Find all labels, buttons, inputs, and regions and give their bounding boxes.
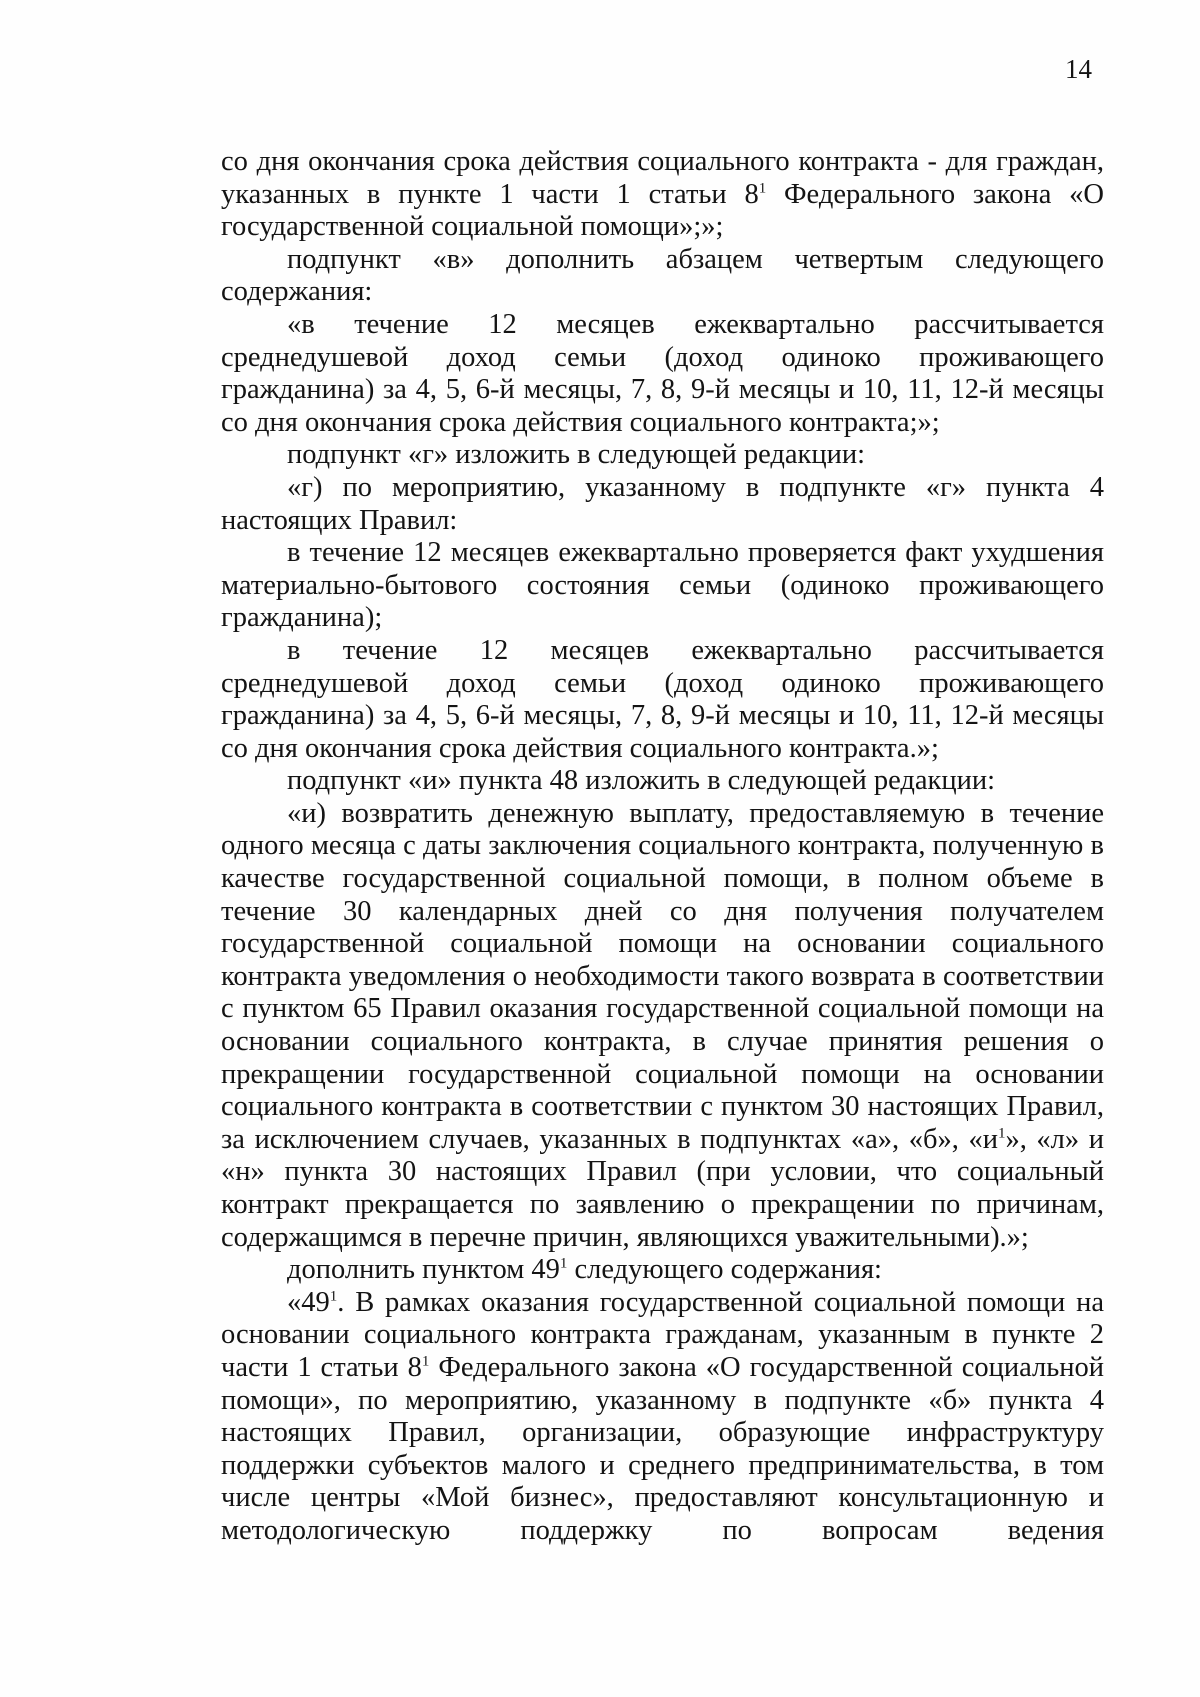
document-body xyxy=(221,146,1104,1548)
page-number: 14 xyxy=(1065,54,1092,84)
paragraph: подпункт «г» изложить в следующей редакции: xyxy=(287,439,866,471)
paragraph: «в течение 12 месяцев ежеквартально рассчитывается среднедушевой доход семьи (доход одиноко проживающего гражданина) за 4, 5, 6-й месяцы, 7, 8, 9-й месяцы и 10, 11, 12-й месяцы со дня окончания срока действия социального контракта;»; xyxy=(221,308,1104,438)
paragraph: «г) по мероприятию, указанному в подпункте «г» пункта 4 настоящих Правил: xyxy=(221,471,1104,536)
paragraph: подпункт «в» дополнить абзацем четвертым следующего содержания: xyxy=(221,243,1104,308)
paragraph: в течение 12 месяцев ежеквартально рассчитывается среднедушевой доход семьи (доход одиноко проживающего гражданина) за 4, 5, 6-й месяцы, 7, 8, 9-й месяцы и 10, 11, 12-й месяцы со дня окончания срока действия социального контракта.»; xyxy=(221,634,1104,764)
paragraph: подпункт «и» пункта 48 изложить в следующей редакции: xyxy=(287,765,996,797)
paragraph: со дня окончания срока действия социального контракта - для граждан, указанных в пункте 1 части 1 статьи $8^1$ Федерального закона «О государственной социальной помощи»;»; xyxy=(221,146,1104,243)
paragraph: в течение 12 месяцев ежеквартально проверяется факт ухудшения материально-бытового состояния семьи (одиноко проживающего гражданина); xyxy=(221,537,1104,634)
paragraph: дополнить пунктом $49^1$ следующего содержания: xyxy=(287,1254,882,1286)
paragraph: «и) возвратить денежную выплату, предоставляемую в течение одного месяца с даты заключения социального контракта, полученную в качестве государственной социальной помощи, в полном объеме в течение 30 календарных дней со дня получения получателем государственной социальной помощи на основании социального контракта уведомления о необходимости такого возврата в соответствии с пунктом 65 Правил оказания государственной социальной помощи на основании социального контракта, в случае принятия решения о прекращении государственной социальной помощи на основании социального контракта в соответствии с пунктом 30 настоящих Правил, за исключением случаев, указанных в подпунктах «а», «б», «$и^1$», «л» и «н» пункта 30 настоящих Правил (при условии, что социальный контракт прекращается по заявлению о прекращении по причинам, содержащимся в перечне причин, являющихся уважительными).»; xyxy=(221,797,1104,1253)
paragraph: «$49^1$. В рамках оказания государственной социальной помощи на основании социального контракта гражданам, указанным в пункте 2 части 1 статьи $8^1$ Федерального закона «О государственной социальной помощи», по мероприятию, указанному в подпункте «б» пункта 4 настоящих Правил, организации, образующие инфраструктуру поддержки субъектов малого и среднего предпринимательства, в том числе центры «Мой бизнес», предоставляют консультационную и методологическую поддержку по вопросам ведения xyxy=(221,1286,1104,1546)
